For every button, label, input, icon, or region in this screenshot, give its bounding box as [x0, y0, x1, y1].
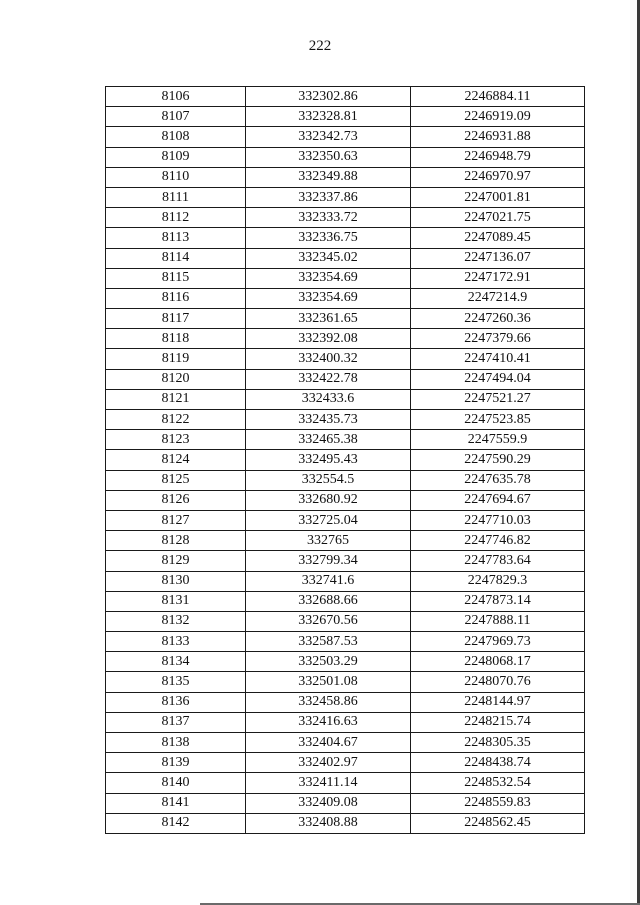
x-coordinate-cell: 332349.88	[246, 167, 411, 187]
x-coordinate-cell: 332342.73	[246, 127, 411, 147]
table-row	[106, 733, 585, 753]
point-number-cell: 8116	[106, 288, 246, 308]
x-coordinate-cell: 332345.02	[246, 248, 411, 268]
table-row	[106, 531, 585, 551]
table-row	[106, 309, 585, 329]
y-coordinate-cell: 2247710.03	[411, 510, 585, 530]
point-number-cell: 8133	[106, 632, 246, 652]
x-coordinate-cell: 332458.86	[246, 692, 411, 712]
y-coordinate-cell: 2248438.74	[411, 753, 585, 773]
x-coordinate-cell: 332337.86	[246, 187, 411, 207]
table-row	[106, 470, 585, 490]
x-coordinate-cell: 332336.75	[246, 228, 411, 248]
point-number-cell: 8137	[106, 712, 246, 732]
point-number-cell: 8136	[106, 692, 246, 712]
y-coordinate-cell: 2246948.79	[411, 147, 585, 167]
point-number-cell: 8122	[106, 410, 246, 430]
x-coordinate-cell: 332350.63	[246, 147, 411, 167]
x-coordinate-cell: 332725.04	[246, 510, 411, 530]
y-coordinate-cell: 2248559.83	[411, 793, 585, 813]
table-row	[106, 712, 585, 732]
point-number-cell: 8107	[106, 107, 246, 127]
point-number-cell: 8129	[106, 551, 246, 571]
point-number-cell: 8125	[106, 470, 246, 490]
x-coordinate-cell: 332688.66	[246, 591, 411, 611]
y-coordinate-cell: 2247136.07	[411, 248, 585, 268]
x-coordinate-cell: 332354.69	[246, 268, 411, 288]
y-coordinate-cell: 2248562.45	[411, 813, 585, 833]
table-row	[106, 813, 585, 833]
x-coordinate-cell: 332302.86	[246, 87, 411, 107]
y-coordinate-cell: 2247172.91	[411, 268, 585, 288]
table-row	[106, 369, 585, 389]
table-row	[106, 147, 585, 167]
y-coordinate-cell: 2247521.27	[411, 389, 585, 409]
x-coordinate-cell: 332799.34	[246, 551, 411, 571]
y-coordinate-cell: 2247873.14	[411, 591, 585, 611]
x-coordinate-cell: 332680.92	[246, 490, 411, 510]
point-number-cell: 8113	[106, 228, 246, 248]
point-number-cell: 8131	[106, 591, 246, 611]
table-row	[106, 753, 585, 773]
table-row	[106, 329, 585, 349]
x-coordinate-cell: 332409.08	[246, 793, 411, 813]
table-row	[106, 167, 585, 187]
x-coordinate-cell: 332402.97	[246, 753, 411, 773]
y-coordinate-cell: 2248532.54	[411, 773, 585, 793]
x-coordinate-cell: 332554.5	[246, 470, 411, 490]
x-coordinate-cell: 332404.67	[246, 733, 411, 753]
y-coordinate-cell: 2247089.45	[411, 228, 585, 248]
table-row	[106, 611, 585, 631]
table-row	[106, 551, 585, 571]
page-number: 222	[308, 38, 332, 54]
point-number-cell: 8128	[106, 531, 246, 551]
table-row	[106, 632, 585, 652]
table-row	[106, 591, 585, 611]
table-row	[106, 490, 585, 510]
table-row	[106, 228, 585, 248]
y-coordinate-cell: 2248068.17	[411, 652, 585, 672]
point-number-cell: 8114	[106, 248, 246, 268]
point-number-cell: 8117	[106, 309, 246, 329]
point-number-cell: 8127	[106, 510, 246, 530]
point-number-cell: 8115	[106, 268, 246, 288]
table-row	[106, 672, 585, 692]
table-row	[106, 410, 585, 430]
point-number-cell: 8142	[106, 813, 246, 833]
y-coordinate-cell: 2246931.88	[411, 127, 585, 147]
point-number-cell: 8109	[106, 147, 246, 167]
y-coordinate-cell: 2247523.85	[411, 410, 585, 430]
x-coordinate-cell: 332422.78	[246, 369, 411, 389]
x-coordinate-cell: 332328.81	[246, 107, 411, 127]
y-coordinate-cell: 2248305.35	[411, 733, 585, 753]
x-coordinate-cell: 332354.69	[246, 288, 411, 308]
y-coordinate-cell: 2247888.11	[411, 611, 585, 631]
table-row	[106, 571, 585, 591]
point-number-cell: 8108	[106, 127, 246, 147]
y-coordinate-cell: 2247783.64	[411, 551, 585, 571]
point-number-cell: 8132	[106, 611, 246, 631]
x-coordinate-cell: 332501.08	[246, 672, 411, 692]
y-coordinate-cell: 2248144.97	[411, 692, 585, 712]
x-coordinate-cell: 332503.29	[246, 652, 411, 672]
coordinates-table	[105, 86, 585, 834]
y-coordinate-cell: 2247214.9	[411, 288, 585, 308]
x-coordinate-cell: 332361.65	[246, 309, 411, 329]
table-row	[106, 187, 585, 207]
y-coordinate-cell: 2247494.04	[411, 369, 585, 389]
point-number-cell: 8123	[106, 430, 246, 450]
y-coordinate-cell: 2247260.36	[411, 309, 585, 329]
x-coordinate-cell: 332587.53	[246, 632, 411, 652]
x-coordinate-cell: 332495.43	[246, 450, 411, 470]
point-number-cell: 8110	[106, 167, 246, 187]
table-row	[106, 450, 585, 470]
y-coordinate-cell: 2247590.29	[411, 450, 585, 470]
table-row	[106, 692, 585, 712]
y-coordinate-cell: 2247635.78	[411, 470, 585, 490]
y-coordinate-cell: 2247829.3	[411, 571, 585, 591]
y-coordinate-cell: 2247746.82	[411, 531, 585, 551]
x-coordinate-cell: 332435.73	[246, 410, 411, 430]
x-coordinate-cell: 332433.6	[246, 389, 411, 409]
point-number-cell: 8121	[106, 389, 246, 409]
x-coordinate-cell: 332392.08	[246, 329, 411, 349]
table-row	[106, 248, 585, 268]
y-coordinate-cell: 2248215.74	[411, 712, 585, 732]
table-row	[106, 208, 585, 228]
y-coordinate-cell: 2246970.97	[411, 167, 585, 187]
y-coordinate-cell: 2247694.67	[411, 490, 585, 510]
table-row	[106, 87, 585, 107]
point-number-cell: 8111	[106, 187, 246, 207]
coordinates-table-body	[106, 87, 585, 834]
x-coordinate-cell: 332333.72	[246, 208, 411, 228]
y-coordinate-cell: 2247410.41	[411, 349, 585, 369]
table-row	[106, 652, 585, 672]
y-coordinate-cell: 2247021.75	[411, 208, 585, 228]
x-coordinate-cell: 332765	[246, 531, 411, 551]
y-coordinate-cell: 2247001.81	[411, 187, 585, 207]
x-coordinate-cell: 332400.32	[246, 349, 411, 369]
y-coordinate-cell: 2247559.9	[411, 430, 585, 450]
table-row	[106, 773, 585, 793]
y-coordinate-cell: 2246884.11	[411, 87, 585, 107]
y-coordinate-cell: 2248070.76	[411, 672, 585, 692]
table-row	[106, 349, 585, 369]
point-number-cell: 8130	[106, 571, 246, 591]
point-number-cell: 8106	[106, 87, 246, 107]
x-coordinate-cell: 332411.14	[246, 773, 411, 793]
y-coordinate-cell: 2247969.73	[411, 632, 585, 652]
point-number-cell: 8124	[106, 450, 246, 470]
y-coordinate-cell: 2246919.09	[411, 107, 585, 127]
point-number-cell: 8126	[106, 490, 246, 510]
table-row	[106, 389, 585, 409]
x-coordinate-cell: 332670.56	[246, 611, 411, 631]
x-coordinate-cell: 332465.38	[246, 430, 411, 450]
point-number-cell: 8119	[106, 349, 246, 369]
point-number-cell: 8139	[106, 753, 246, 773]
table-row	[106, 430, 585, 450]
point-number-cell: 8140	[106, 773, 246, 793]
table-row	[106, 268, 585, 288]
x-coordinate-cell: 332741.6	[246, 571, 411, 591]
point-number-cell: 8138	[106, 733, 246, 753]
table-row	[106, 510, 585, 530]
point-number-cell: 8141	[106, 793, 246, 813]
table-row	[106, 107, 585, 127]
point-number-cell: 8135	[106, 672, 246, 692]
x-coordinate-cell: 332416.63	[246, 712, 411, 732]
table-row	[106, 288, 585, 308]
point-number-cell: 8120	[106, 369, 246, 389]
x-coordinate-cell: 332408.88	[246, 813, 411, 833]
y-coordinate-cell: 2247379.66	[411, 329, 585, 349]
table-row	[106, 127, 585, 147]
point-number-cell: 8112	[106, 208, 246, 228]
point-number-cell: 8134	[106, 652, 246, 672]
point-number-cell: 8118	[106, 329, 246, 349]
table-row	[106, 793, 585, 813]
